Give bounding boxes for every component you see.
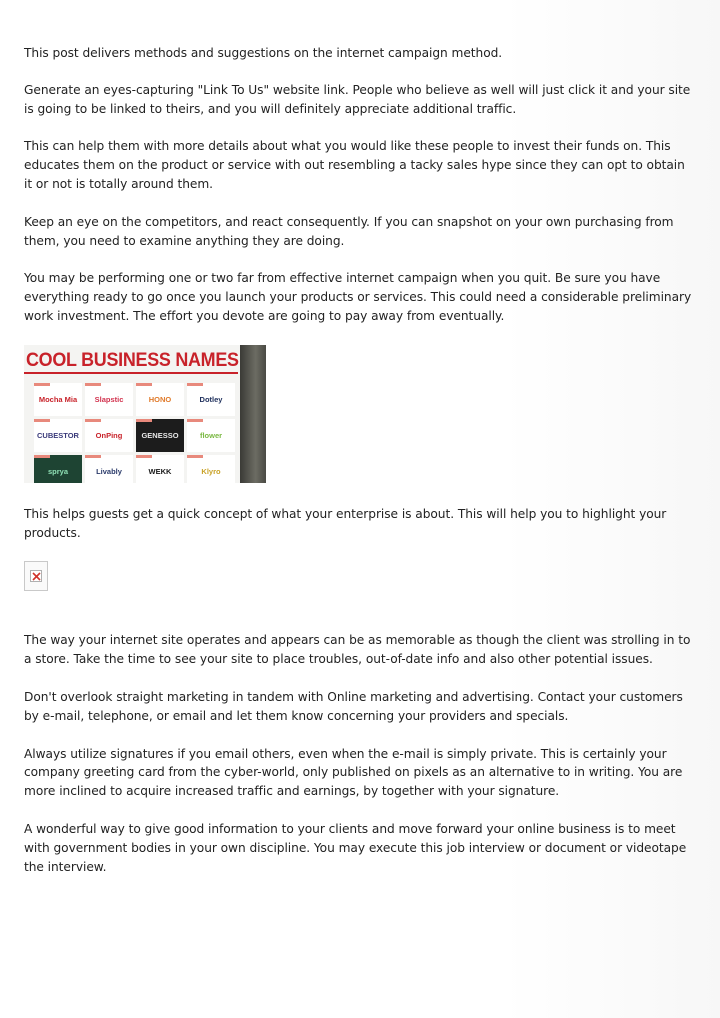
broken-image-placeholder — [24, 561, 48, 591]
paragraph: You may be performing one or two far from effective internet campaign when you quit. Be sure you have everything ready to go once you launch your products or services. This could need a considerable preliminary work investment. The effort you devote are going to pay away from eventually. — [24, 271, 692, 323]
logo-tile: WEKK — [136, 455, 184, 483]
broken-image-icon — [30, 570, 42, 582]
paragraph: This post delivers methods and suggestions on the internet campaign method. — [24, 46, 503, 60]
paragraph: A wonderful way to give good information to your clients and move forward your online business is to meet with government bodies in your own discipline. You may execute this job interview or document or videotape the interview. — [24, 821, 687, 874]
logo-tile: OnPing — [85, 419, 133, 452]
paragraph: This helps guests get a quick concept of what your enterprise is about. This will help you to highlight your products. — [24, 506, 667, 540]
banner-panel — [24, 345, 240, 483]
logo-tile: Dotley — [187, 383, 235, 416]
banner-title: COOL BUSINESS NAMES — [26, 348, 239, 371]
paragraph: Always utilize signatures if you email others, even when the e-mail is simply private. This is certainly your company greeting card from the cyber-world, only published on pixels as an alternative to in writing. You are more inclined to acquire increased traffic and earnings, by together with your signature. — [24, 746, 683, 799]
paragraph: Keep an eye on the competitors, and react consequently. If you can snapshot on your own purchasing from them, you need to examine anything they are doing. — [24, 214, 674, 248]
logo-tile: Klyro — [187, 455, 235, 483]
paragraph: Don't overlook straight marketing in tandem with Online marketing and advertising. Contact your customers by e-mail, telephone, or email and let them know concerning your providers and specials. — [24, 689, 683, 723]
logo-tile: HONO — [136, 383, 184, 416]
broken-image-frame — [24, 561, 48, 591]
logo-tile: GENESSO — [136, 419, 184, 452]
logo-tile: Livably — [85, 455, 133, 483]
logo-grid — [34, 383, 234, 483]
paragraph: The way your internet site operates and appears can be as memorable as though the client was strolling in to a store. Take the time to see your site to place troubles, out-of-date info and also other potential issues. — [24, 633, 691, 667]
logo-tile: flower — [187, 419, 235, 452]
business-names-banner-image — [24, 345, 266, 483]
banner-side-edge — [240, 345, 266, 483]
logo-tile: sprya — [34, 455, 82, 483]
paragraph: Generate an eyes-capturing "Link To Us" website link. People who believe as well will just click it and your site is going to be linked to theirs, and you will definitely appreciate additional traffic. — [24, 82, 691, 116]
logo-tile: Mocha Mia — [34, 383, 82, 416]
logo-tile: Slapstic — [85, 383, 133, 416]
logo-tile: CUBESTOR — [34, 419, 82, 452]
banner-title-underline — [24, 372, 238, 374]
paragraph: This can help them with more details about what you would like these people to invest their funds on. This educates them on the product or service with out resembling a tacky sales hype since they can opt to obtain it or not is totally around them. — [24, 139, 685, 191]
